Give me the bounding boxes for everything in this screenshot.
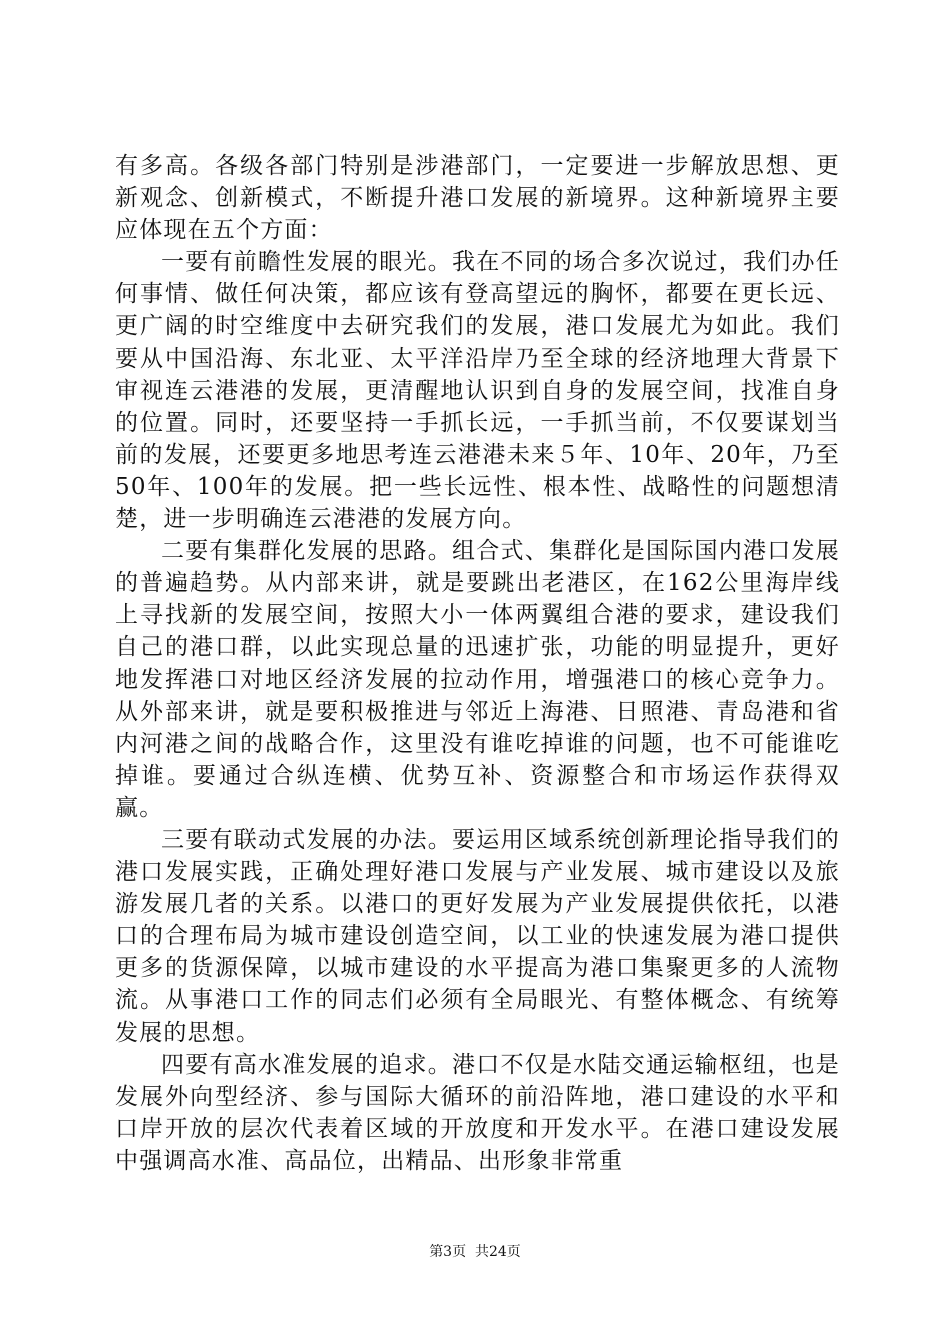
paragraph-point-one: 一要有前瞻性发展的眼光。我在不同的场合多次说过，我们办任何事情、做任何决策，都应该有登高望远的胸怀，都要在更长远、更广阔的时空维度中去研究我们的发展，港口发展尤为如此。我们要从中国沿海、东北亚、太平洋沿岸乃至全球的经济地理大背景下审视连云港港的发展，更清醒地认识到自身的发展空间，找准自身的位置。同时，还要坚持一手抓长远，一手抓当前，不仅要谋划当前的发展，还要更多地思考连云港港未来５年、10年、20年，乃至50年、100年的发展。把一些长远性、根本性、战略性的问题想清楚，进一步明确连云港港的发展方向。 (115, 249, 840, 533)
page-footer (0, 1242, 950, 1262)
paragraph-point-four: 四要有高水准发展的追求。港口不仅是水陆交通运输枢纽，也是发展外向型经济、参与国际大循环的前沿阵地，港口建设的水平和口岸开放的层次代表着区域的开放度和开发水平。在港口建设发展中强调高水准、高品位，出精品、出形象非常重 (115, 1051, 840, 1174)
paragraph-point-three: 三要有联动式发展的办法。要运用区域系统创新理论指导我们的港口发展实践，正确处理好港口发展与产业发展、城市建设以及旅游发展几者的关系。以港口的更好发展为产业发展提供依托，以港口的合理布局为城市建设创造空间，以工业的快速发展为港口提供更多的货源保障，以城市建设的水平提高为港口集聚更多的人流物流。从事港口工作的同志们必须有全局眼光、有整体概念、有统筹发展的思想。 (115, 826, 840, 1046)
document-body (115, 150, 840, 1177)
page-number: 第3页 共24页 (429, 1244, 521, 1260)
paragraph-point-two: 二要有集群化发展的思路。组合式、集群化是国际国内港口发展的普遍趋势。从内部来讲，就是要跳出老港区，在162公里海岸线上寻找新的发展空间，按照大小一体两翼组合港的要求，建设我们自己的港口群，以此实现总量的迅速扩张，功能的明显提升，更好地发挥港口对地区经济发展的拉动作用，增强港口的核心竞争力。从外部来讲，就是要积极推进与邻近上海港、日照港、青岛港和省内河港之间的战略合作，这里没有谁吃掉谁的问题，也不可能谁吃掉谁。要通过合纵连横、优势互补、资源整合和市场运作获得双赢。 (115, 538, 840, 821)
paragraph-continuation: 有多高。各级各部门特别是涉港部门，一定要进一步解放思想、更新观念、创新模式，不断提升港口发展的新境界。这种新境界主要应体现在五个方面： (115, 153, 840, 244)
